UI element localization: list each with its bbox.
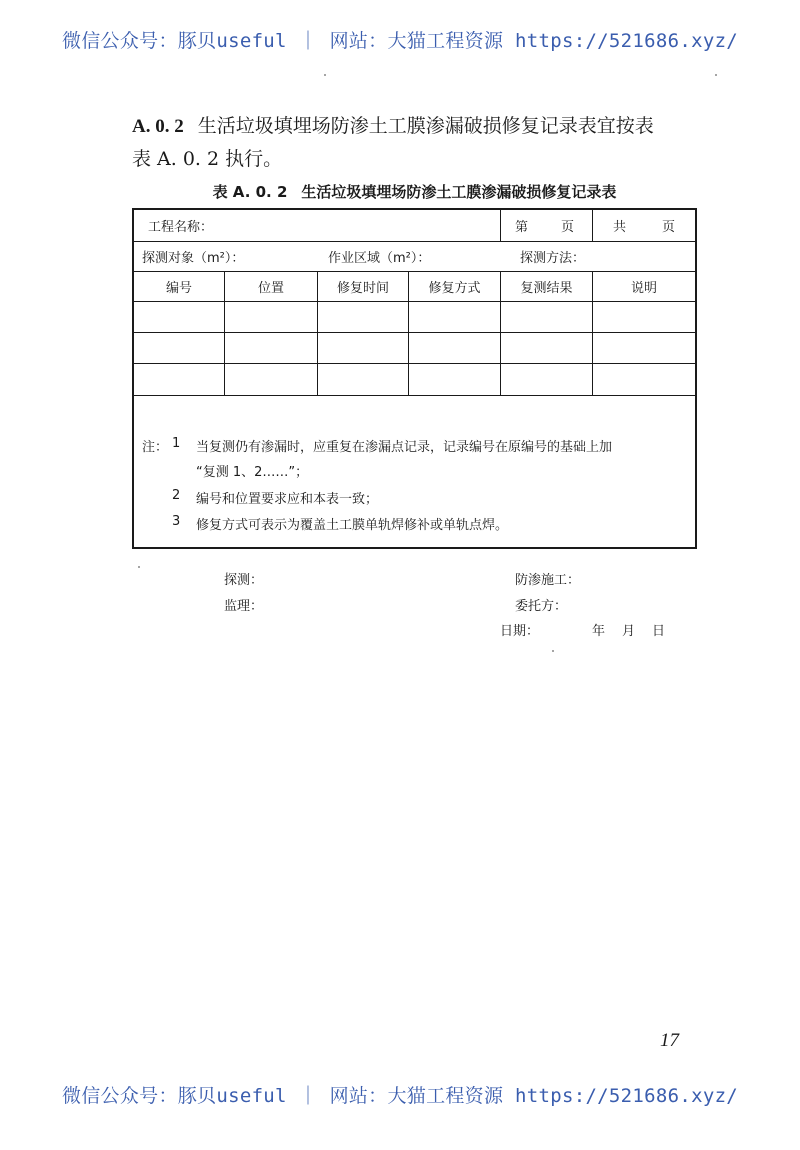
signature-construction-label: 防渗施工： [515,573,581,588]
project-name-label: 工程名称： [148,220,214,235]
table-cell[interactable] [500,364,592,395]
notes-prefix: 注： [142,440,169,455]
signature-client-label: 委托方： [515,599,568,614]
table-cell[interactable] [224,364,317,395]
scan-speck [715,74,717,76]
form-row-project [134,210,695,242]
form-notes [134,396,695,547]
column-header: 复测结果 [500,272,592,301]
column-header: 修复方式 [408,272,500,301]
note-text: 当复测仍有渗漏时，应重复在渗漏点记录，记录编号在原编号的基础上加 [196,440,613,455]
watermark-bottom: 微信公众号：豚贝useful ｜ 网站：大猫工程资源 https://521686.xyz/ [61,1085,739,1107]
method-label: 探测方法： [520,251,586,266]
form-row-detection [134,242,695,272]
repair-record-form [132,208,697,549]
clause-number: A. 0. 2 [132,116,184,137]
date-year: 年 [592,624,606,639]
target-cell [134,242,324,271]
total-pages-cell [592,210,695,241]
clause-a02 [132,110,712,175]
total-label-right: 页 [661,220,675,235]
area-cell [328,242,518,271]
column-header: 说明 [592,272,695,301]
note-text: 修复方式可表示为覆盖土工膜单轨焊修补或单轨点焊。 [196,518,509,533]
method-cell [520,242,690,271]
table-cell[interactable] [500,302,592,332]
clause-text-1: 生活垃圾填埋场防渗土工膜渗漏破损修复记录表宜按表 [197,115,654,137]
date-label: 日期： [500,624,540,639]
page-label-right: 页 [560,220,574,235]
signature-supervision-label: 监理： [224,599,264,614]
note-number: 3 [172,514,181,529]
table-cell[interactable] [408,333,500,363]
table-row [134,302,695,333]
page-number-cell [500,210,592,241]
area-label: 作业区域（m²）： [328,251,431,266]
target-label: 探测对象（m²）： [142,251,245,266]
note-number: 2 [172,488,181,503]
note-number: 1 [172,436,181,451]
table-row [134,364,695,396]
table-cell[interactable] [592,333,695,363]
table-cell[interactable] [408,302,500,332]
scan-speck [552,650,554,652]
table-cell[interactable] [592,364,695,395]
date-day: 日 [652,624,666,639]
table-title-text: 生活垃圾填埋场防渗土工膜渗漏破损修复记录表 [301,183,617,201]
total-label-left: 共 [613,220,627,235]
table-cell[interactable] [500,333,592,363]
watermark-top: 微信公众号：豚贝useful ｜ 网站：大猫工程资源 https://521686.xyz/ [61,30,739,52]
table-cell[interactable] [317,364,408,395]
table-row [134,333,695,364]
column-header: 修复时间 [317,272,408,301]
signature-detect-label: 探测： [224,573,264,588]
table-cell[interactable] [592,302,695,332]
clause-line-1 [132,110,712,143]
page-label-left: 第 [515,220,529,235]
table-cell[interactable] [317,302,408,332]
table-title-number: 表 A. 0. 2 [212,183,288,201]
note-continuation: “复测 1、2……”； [196,465,309,480]
date-month: 月 [622,624,636,639]
table-cell[interactable] [317,333,408,363]
project-name-cell [134,210,500,241]
clause-text-2: 表 A. 0. 2 执行。 [132,148,283,170]
form-header-row [134,272,695,302]
scan-speck [138,566,140,568]
page-number: 17 [660,1030,679,1051]
table-cell[interactable] [224,333,317,363]
table-title [132,181,697,202]
note-text: 编号和位置要求应和本表一致； [196,492,379,507]
table-cell[interactable] [224,302,317,332]
column-header: 位置 [224,272,317,301]
table-cell[interactable] [408,364,500,395]
scan-speck [324,74,326,76]
column-header: 编号 [165,281,192,296]
